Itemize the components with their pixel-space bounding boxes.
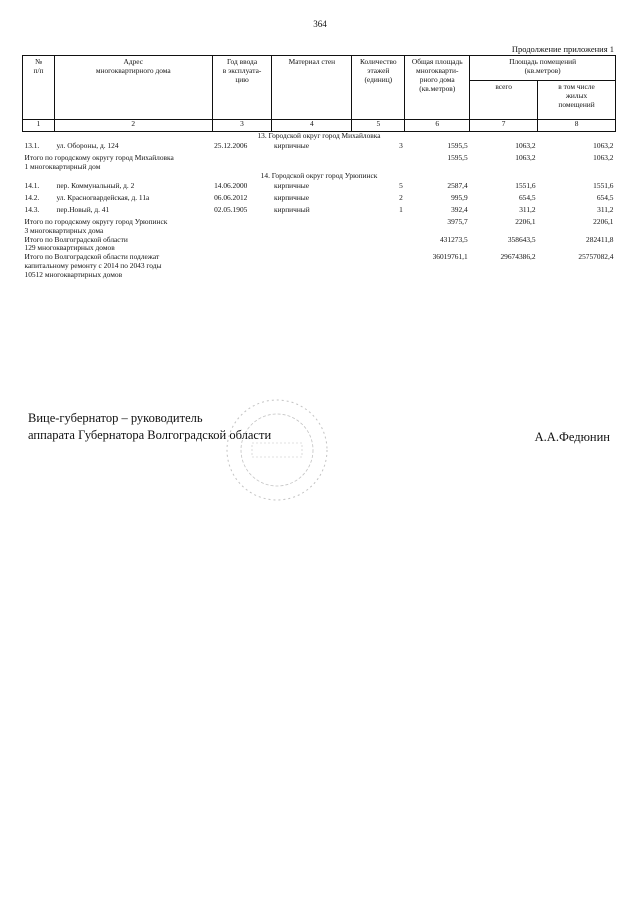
row-living-area: 1551,6 [593, 180, 614, 190]
col-number: 5 [352, 120, 405, 132]
region-total-area: 431273,5 [439, 234, 468, 244]
row-material: кирпичные [273, 192, 310, 202]
header-year: Год ввода в эксплуата- цию [212, 56, 272, 120]
table-row [23, 182, 616, 194]
subtotal-area: 1063,2 [515, 153, 536, 162]
subtotal-total-area: 3975,7 [447, 216, 468, 226]
subtotal-label: Итого по городскому округу город Урюпинск 3 многоквартирных дома [24, 216, 168, 235]
signatory-name: А.А.Федюнин [534, 430, 610, 444]
header-material: Материал стен [272, 56, 352, 120]
row-index: 14.1. [24, 180, 40, 190]
row-address: пер. Коммунальный, д. 2 [56, 180, 135, 190]
row-area: 654,5 [518, 192, 536, 202]
col-number: 6 [405, 120, 470, 132]
grand-total-row [23, 253, 616, 280]
col-number: 8 [538, 120, 616, 132]
header-living: в том числе жилых помещений [538, 81, 616, 120]
subtotal-living-area: 2206,1 [593, 216, 614, 226]
region-area: 358643,5 [507, 234, 536, 244]
row-total-area: 1595,5 [447, 141, 468, 150]
row-floors: 2 [399, 192, 403, 202]
section-title: 13. Городской округ город Михайловка [257, 131, 381, 140]
row-total-area: 995,9 [451, 192, 468, 202]
region-living-area: 282411,8 [586, 234, 614, 244]
col-number: 3 [212, 120, 272, 132]
row-material: кирпичные [273, 141, 310, 150]
row-area: 1551,6 [515, 180, 536, 190]
row-index: 14.3. [24, 204, 40, 214]
signature-title-line-1: Вице-губернатор – руководитель [28, 411, 203, 425]
grand-total-label: Итого по Волгоградской области подлежат капитальному ремонту с 2014 по 2043 годы 10512 многоквартирных домов [24, 252, 162, 279]
grand-total-area: 36019761,1 [432, 252, 468, 262]
signature-title-line-2: аппарата Губернатора Волгоградской области [28, 427, 272, 442]
row-address: пер.Новый, д. 41 [56, 204, 110, 214]
row-year: 25.12.2006 [214, 141, 248, 150]
row-living-area: 1063,2 [593, 141, 614, 150]
header-all: всего [470, 81, 538, 120]
header-total-area: Общая площадь многокварти- рного дома (кв.метров) [405, 56, 470, 120]
subtotal-total-area: 1595,5 [447, 153, 468, 162]
row-address: ул. Обороны, д. 124 [56, 141, 119, 150]
subtotal-row [23, 218, 616, 236]
signature-block [28, 410, 618, 444]
col-number: 1 [23, 120, 55, 132]
col-number: 2 [54, 120, 212, 132]
row-area: 311,2 [519, 204, 536, 214]
row-year: 02.05.1905 [214, 204, 248, 214]
header-premises-area: Площадь помещений (кв.метров) [470, 56, 616, 81]
row-total-area: 392,4 [451, 204, 468, 214]
row-floors: 3 [399, 141, 403, 150]
row-living-area: 311,2 [597, 204, 614, 214]
table-row [23, 206, 616, 218]
housing-table [22, 55, 616, 280]
subtotal-area: 2206,1 [515, 216, 536, 226]
row-floors: 1 [399, 204, 403, 214]
row-material: кирпичный [273, 204, 310, 214]
col-number: 7 [470, 120, 538, 132]
row-index: 13.1. [24, 141, 40, 150]
page-number: 364 [313, 19, 327, 29]
row-year: 06.06.2012 [214, 192, 248, 202]
subtotal-living-area: 1063,2 [593, 153, 614, 162]
row-floors: 5 [399, 180, 403, 190]
region-total-label: Итого по Волгоградской области 129 многоквартирных домов [24, 234, 128, 253]
header-num: № п/п [23, 56, 55, 120]
row-material: кирпичные [273, 180, 310, 190]
continuation-note: Продолжение приложения 1 [511, 44, 614, 54]
grand-area: 29674386,2 [500, 252, 536, 262]
row-living-area: 654,5 [596, 192, 614, 202]
row-area: 1063,2 [515, 141, 536, 150]
section-title: 14. Городской округ город Урюпинск [260, 170, 378, 180]
row-address: ул. Красногвардейская, д. 11а [56, 192, 150, 202]
grand-living-area: 25757082,4 [578, 252, 614, 262]
subtotal-row [23, 154, 616, 172]
col-number: 4 [272, 120, 352, 132]
header-floors: Количество этажей (единиц) [352, 56, 405, 120]
row-total-area: 2587,4 [447, 180, 468, 190]
region-total-row [23, 236, 616, 254]
table-row [23, 194, 616, 206]
row-index: 14.2. [24, 192, 40, 202]
header-address: Адрес многоквартирного дома [54, 56, 212, 120]
subtotal-label: Итого по городскому округу город Михайловка 1 многоквартирный дом [24, 153, 174, 171]
row-year: 14.06.2000 [214, 180, 248, 190]
